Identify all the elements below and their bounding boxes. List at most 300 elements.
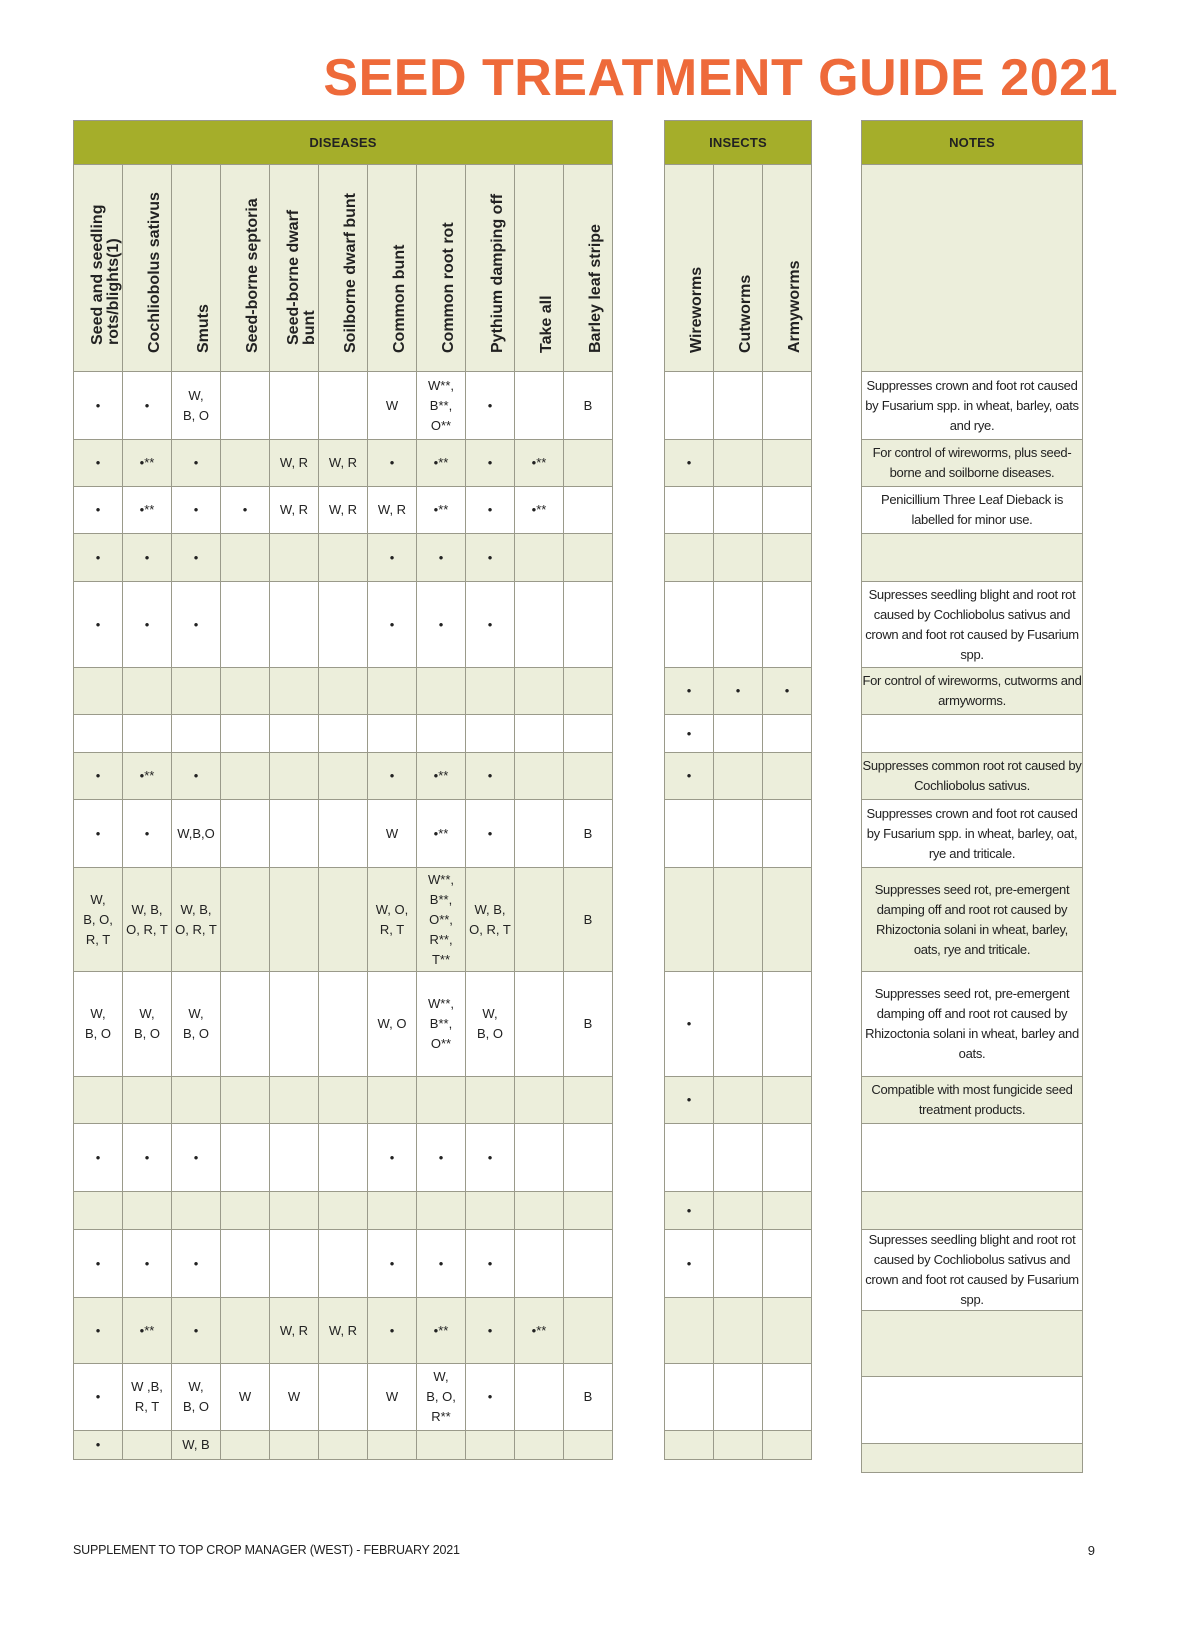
notes-row — [862, 534, 1083, 582]
disease-cell-seed-and-seedling-rots-blights-1: • — [74, 372, 123, 440]
disease-cell-soilborne-dwarf-bunt: W, R — [319, 440, 368, 487]
disease-cell-barley-leaf-stripe — [564, 534, 613, 582]
disease-cell-cochliobolus-sativus: •** — [123, 1298, 172, 1364]
disease-column-label: Common root rot — [440, 222, 457, 353]
disease-row — [74, 1124, 613, 1192]
note-text: Suppresses crown and foot rot caused by Fusarium spp. in wheat, barley, oat, rye and triticale. — [862, 800, 1083, 868]
note-text: Suppresses seed rot, pre-emergent damping off and root rot caused by Rhizoctonia solani in wheat, barley, oats, rye and triticale. — [862, 868, 1083, 972]
notes-row — [862, 1230, 1083, 1311]
disease-cell-seed-borne-septoria — [221, 753, 270, 800]
disease-row — [74, 582, 613, 668]
insect-row — [665, 972, 812, 1077]
notes-table — [861, 120, 1083, 1473]
insect-cell-cutworms — [714, 800, 763, 868]
disease-cell-barley-leaf-stripe: B — [564, 868, 613, 972]
disease-cell-pythium-damping-off: • — [466, 1124, 515, 1192]
disease-cell-seed-and-seedling-rots-blights-1: • — [74, 1230, 123, 1298]
disease-cell-common-bunt: W, O — [368, 972, 417, 1077]
disease-cell-cochliobolus-sativus: • — [123, 534, 172, 582]
disease-cell-pythium-damping-off: • — [466, 1298, 515, 1364]
disease-cell-barley-leaf-stripe — [564, 487, 613, 534]
disease-cell-take-all — [515, 1431, 564, 1460]
disease-cell-pythium-damping-off: • — [466, 440, 515, 487]
notes-panel — [861, 120, 1083, 1473]
disease-cell-smuts — [172, 668, 221, 715]
disease-cell-soilborne-dwarf-bunt — [319, 534, 368, 582]
disease-column-label: Take all — [538, 295, 555, 353]
disease-cell-seed-borne-septoria — [221, 534, 270, 582]
disease-cell-smuts: • — [172, 1298, 221, 1364]
disease-cell-smuts: • — [172, 440, 221, 487]
disease-cell-common-root-rot — [417, 715, 466, 753]
insect-cell-cutworms — [714, 440, 763, 487]
disease-cell-cochliobolus-sativus: •** — [123, 440, 172, 487]
disease-cell-seed-borne-dwarf-bunt — [270, 800, 319, 868]
insect-row — [665, 1230, 812, 1298]
disease-cell-smuts: • — [172, 534, 221, 582]
note-text: Suppresses common root rot caused by Cochliobolus sativus. — [862, 753, 1083, 800]
disease-cell-seed-and-seedling-rots-blights-1: • — [74, 1364, 123, 1431]
insect-row — [665, 372, 812, 440]
disease-cell-seed-borne-dwarf-bunt: W, R — [270, 487, 319, 534]
insects-table — [664, 120, 812, 1460]
disease-cell-cochliobolus-sativus: • — [123, 582, 172, 668]
disease-cell-seed-borne-dwarf-bunt — [270, 1124, 319, 1192]
disease-cell-seed-borne-dwarf-bunt — [270, 372, 319, 440]
disease-cell-seed-and-seedling-rots-blights-1 — [74, 668, 123, 715]
disease-row — [74, 1230, 613, 1298]
disease-cell-take-all — [515, 800, 564, 868]
disease-cell-cochliobolus-sativus: • — [123, 1230, 172, 1298]
disease-column-label: Smuts — [195, 304, 212, 353]
disease-cell-common-root-rot: • — [417, 1124, 466, 1192]
insect-cell-wireworms — [665, 534, 714, 582]
disease-cell-pythium-damping-off: • — [466, 1364, 515, 1431]
insect-column-header — [714, 165, 763, 372]
disease-cell-seed-borne-septoria: W — [221, 1364, 270, 1431]
disease-cell-seed-and-seedling-rots-blights-1: • — [74, 753, 123, 800]
insect-cell-wireworms: • — [665, 753, 714, 800]
insect-cell-wireworms — [665, 582, 714, 668]
disease-cell-smuts: W, B, O — [172, 972, 221, 1077]
insect-cell-cutworms — [714, 1298, 763, 1364]
notes-row — [862, 668, 1083, 715]
notes-row — [862, 1077, 1083, 1124]
insect-cell-cutworms — [714, 868, 763, 972]
disease-cell-take-all — [515, 372, 564, 440]
insect-cell-armyworms — [763, 372, 812, 440]
notes-row — [862, 1124, 1083, 1192]
insect-column-header — [763, 165, 812, 372]
disease-cell-seed-borne-septoria — [221, 868, 270, 972]
disease-cell-seed-borne-septoria — [221, 440, 270, 487]
insect-cell-wireworms — [665, 1364, 714, 1431]
disease-cell-common-bunt — [368, 715, 417, 753]
note-text: For control of wireworms, cutworms and armyworms. — [862, 668, 1083, 715]
disease-cell-smuts — [172, 715, 221, 753]
disease-column-label: Pythium damping off — [489, 193, 506, 353]
disease-column-label: Seed-borne dwarf bunt — [285, 209, 318, 345]
disease-column-header — [270, 165, 319, 372]
disease-row — [74, 440, 613, 487]
note-text: Compatible with most fungicide seed treatment products. — [862, 1077, 1083, 1124]
disease-cell-seed-borne-dwarf-bunt — [270, 715, 319, 753]
insect-cell-cutworms — [714, 372, 763, 440]
disease-cell-barley-leaf-stripe — [564, 582, 613, 668]
disease-column-label: Cochliobolus sativus — [146, 192, 163, 353]
insect-row — [665, 1124, 812, 1192]
disease-cell-soilborne-dwarf-bunt — [319, 1124, 368, 1192]
disease-cell-soilborne-dwarf-bunt — [319, 1431, 368, 1460]
disease-cell-common-bunt: • — [368, 534, 417, 582]
disease-cell-pythium-damping-off: • — [466, 582, 515, 668]
disease-cell-seed-borne-septoria — [221, 1230, 270, 1298]
disease-cell-soilborne-dwarf-bunt — [319, 582, 368, 668]
disease-cell-soilborne-dwarf-bunt — [319, 753, 368, 800]
disease-cell-common-root-rot: •** — [417, 1298, 466, 1364]
disease-row — [74, 868, 613, 972]
disease-cell-common-bunt: • — [368, 1298, 417, 1364]
notes-blank-header — [862, 165, 1083, 372]
disease-cell-take-all — [515, 715, 564, 753]
disease-column-label: Seed and seedling rots/blights(1) — [89, 204, 122, 345]
insect-row — [665, 868, 812, 972]
disease-cell-take-all — [515, 582, 564, 668]
note-text — [862, 1192, 1083, 1230]
disease-cell-common-root-rot: W**, B**, O** — [417, 972, 466, 1077]
insect-cell-armyworms — [763, 972, 812, 1077]
disease-cell-smuts: • — [172, 1124, 221, 1192]
insect-row — [665, 715, 812, 753]
note-text: Supresses seedling blight and root rot caused by Cochliobolus sativus and crown and foot rot caused by Fusarium spp. — [862, 1230, 1083, 1311]
disease-cell-pythium-damping-off: W, B, O, R, T — [466, 868, 515, 972]
disease-cell-barley-leaf-stripe: B — [564, 972, 613, 1077]
disease-cell-cochliobolus-sativus — [123, 668, 172, 715]
disease-cell-common-bunt: W — [368, 1364, 417, 1431]
disease-cell-seed-borne-septoria — [221, 1077, 270, 1124]
disease-cell-cochliobolus-sativus: • — [123, 800, 172, 868]
insect-column-header — [665, 165, 714, 372]
disease-cell-smuts: W,B,O — [172, 800, 221, 868]
disease-cell-common-root-rot: •** — [417, 440, 466, 487]
disease-cell-barley-leaf-stripe — [564, 668, 613, 715]
disease-cell-cochliobolus-sativus — [123, 1077, 172, 1124]
disease-cell-cochliobolus-sativus: W ,B, R, T — [123, 1364, 172, 1431]
notes-row — [862, 753, 1083, 800]
diseases-panel — [73, 120, 613, 1460]
insect-cell-wireworms: • — [665, 1192, 714, 1230]
insect-cell-armyworms — [763, 753, 812, 800]
disease-cell-seed-borne-septoria — [221, 1298, 270, 1364]
disease-cell-seed-and-seedling-rots-blights-1: W, B, O — [74, 972, 123, 1077]
disease-column-header — [319, 165, 368, 372]
disease-cell-take-all — [515, 753, 564, 800]
insect-cell-wireworms — [665, 372, 714, 440]
disease-column-header — [74, 165, 123, 372]
disease-cell-barley-leaf-stripe — [564, 715, 613, 753]
disease-cell-seed-and-seedling-rots-blights-1: W, B, O, R, T — [74, 868, 123, 972]
insects-panel — [664, 120, 812, 1460]
disease-cell-smuts: W, B, O — [172, 372, 221, 440]
disease-cell-pythium-damping-off — [466, 1431, 515, 1460]
disease-column-label: Seed-borne septoria — [244, 198, 261, 353]
disease-cell-cochliobolus-sativus: • — [123, 372, 172, 440]
insect-row — [665, 534, 812, 582]
disease-row — [74, 1364, 613, 1431]
insect-cell-armyworms — [763, 534, 812, 582]
insects-header: INSECTS — [665, 121, 812, 165]
disease-cell-common-root-rot: •** — [417, 487, 466, 534]
notes-row — [862, 582, 1083, 668]
disease-cell-pythium-damping-off — [466, 715, 515, 753]
disease-cell-common-bunt: • — [368, 1230, 417, 1298]
disease-cell-seed-and-seedling-rots-blights-1: • — [74, 1124, 123, 1192]
diseases-header: DISEASES — [74, 121, 613, 165]
disease-cell-seed-borne-septoria — [221, 582, 270, 668]
disease-cell-cochliobolus-sativus: •** — [123, 487, 172, 534]
insect-cell-armyworms — [763, 1298, 812, 1364]
insect-cell-cutworms — [714, 1230, 763, 1298]
insect-cell-wireworms: • — [665, 440, 714, 487]
disease-cell-common-bunt: • — [368, 440, 417, 487]
disease-cell-barley-leaf-stripe — [564, 1298, 613, 1364]
insect-cell-armyworms — [763, 868, 812, 972]
disease-cell-smuts: • — [172, 582, 221, 668]
disease-cell-soilborne-dwarf-bunt — [319, 1192, 368, 1230]
disease-column-header — [221, 165, 270, 372]
disease-cell-common-root-rot: W, B, O, R** — [417, 1364, 466, 1431]
disease-cell-barley-leaf-stripe: B — [564, 800, 613, 868]
disease-cell-seed-borne-septoria — [221, 1431, 270, 1460]
disease-column-label: Soilborne dwarf bunt — [342, 193, 359, 353]
disease-column-header — [466, 165, 515, 372]
disease-cell-smuts: W, B — [172, 1431, 221, 1460]
disease-cell-take-all — [515, 1230, 564, 1298]
disease-cell-barley-leaf-stripe — [564, 440, 613, 487]
insect-cell-armyworms — [763, 1077, 812, 1124]
insect-cell-wireworms — [665, 800, 714, 868]
insect-cell-wireworms: • — [665, 668, 714, 715]
disease-cell-seed-and-seedling-rots-blights-1 — [74, 715, 123, 753]
disease-cell-seed-borne-dwarf-bunt — [270, 1431, 319, 1460]
insect-cell-cutworms — [714, 972, 763, 1077]
disease-cell-take-all: •** — [515, 487, 564, 534]
disease-cell-pythium-damping-off: • — [466, 753, 515, 800]
disease-row — [74, 800, 613, 868]
disease-cell-seed-borne-dwarf-bunt — [270, 972, 319, 1077]
disease-cell-seed-borne-dwarf-bunt — [270, 534, 319, 582]
insect-column-label: Armyworms — [786, 260, 803, 353]
notes-row — [862, 1311, 1083, 1377]
disease-cell-smuts: • — [172, 1230, 221, 1298]
disease-column-header — [564, 165, 613, 372]
insect-cell-armyworms — [763, 487, 812, 534]
disease-row — [74, 1077, 613, 1124]
disease-cell-soilborne-dwarf-bunt — [319, 1364, 368, 1431]
disease-cell-common-root-rot: •** — [417, 753, 466, 800]
note-text — [862, 715, 1083, 753]
note-text — [862, 1377, 1083, 1444]
disease-cell-common-root-rot: •** — [417, 800, 466, 868]
disease-cell-common-bunt: W — [368, 372, 417, 440]
disease-cell-soilborne-dwarf-bunt — [319, 1230, 368, 1298]
disease-cell-barley-leaf-stripe — [564, 1192, 613, 1230]
insect-column-label: Wireworms — [688, 266, 705, 353]
insect-cell-wireworms: • — [665, 972, 714, 1077]
disease-cell-take-all — [515, 534, 564, 582]
insect-row — [665, 668, 812, 715]
note-text — [862, 1124, 1083, 1192]
insect-cell-armyworms — [763, 800, 812, 868]
disease-cell-smuts: W, B, O — [172, 1364, 221, 1431]
disease-cell-seed-borne-dwarf-bunt: W, R — [270, 440, 319, 487]
disease-row — [74, 972, 613, 1077]
disease-row — [74, 715, 613, 753]
notes-row — [862, 487, 1083, 534]
disease-cell-pythium-damping-off — [466, 1192, 515, 1230]
disease-cell-seed-borne-dwarf-bunt — [270, 582, 319, 668]
disease-cell-soilborne-dwarf-bunt — [319, 972, 368, 1077]
insect-cell-cutworms — [714, 487, 763, 534]
disease-column-header — [515, 165, 564, 372]
disease-cell-seed-borne-dwarf-bunt: W, R — [270, 1298, 319, 1364]
disease-cell-soilborne-dwarf-bunt — [319, 1077, 368, 1124]
disease-cell-take-all — [515, 868, 564, 972]
notes-row — [862, 372, 1083, 440]
insect-cell-armyworms — [763, 715, 812, 753]
disease-cell-seed-borne-septoria — [221, 972, 270, 1077]
notes-row — [862, 1444, 1083, 1473]
disease-cell-seed-borne-septoria — [221, 800, 270, 868]
insect-cell-cutworms — [714, 753, 763, 800]
disease-cell-cochliobolus-sativus: •** — [123, 753, 172, 800]
disease-cell-seed-borne-dwarf-bunt — [270, 1192, 319, 1230]
disease-cell-common-root-rot: • — [417, 1230, 466, 1298]
disease-column-header — [123, 165, 172, 372]
disease-cell-common-bunt: W, R — [368, 487, 417, 534]
disease-cell-seed-borne-septoria — [221, 372, 270, 440]
insect-cell-cutworms — [714, 1077, 763, 1124]
disease-cell-common-root-rot — [417, 668, 466, 715]
disease-cell-common-bunt: • — [368, 753, 417, 800]
disease-cell-barley-leaf-stripe: B — [564, 1364, 613, 1431]
disease-cell-seed-borne-dwarf-bunt: W — [270, 1364, 319, 1431]
note-text: Supresses seedling blight and root rot caused by Cochliobolus sativus and crown and foot rot caused by Fusarium spp. — [862, 582, 1083, 668]
notes-header: NOTES — [862, 121, 1083, 165]
disease-cell-seed-borne-septoria — [221, 715, 270, 753]
notes-row — [862, 1192, 1083, 1230]
disease-cell-soilborne-dwarf-bunt — [319, 800, 368, 868]
disease-cell-seed-borne-dwarf-bunt — [270, 668, 319, 715]
page-number: 9 — [1087, 1543, 1095, 1558]
disease-cell-common-root-rot — [417, 1192, 466, 1230]
disease-cell-take-all: •** — [515, 1298, 564, 1364]
diseases-table — [73, 120, 613, 1460]
disease-row — [74, 372, 613, 440]
disease-cell-take-all — [515, 1124, 564, 1192]
disease-cell-seed-borne-dwarf-bunt — [270, 1077, 319, 1124]
insect-cell-cutworms — [714, 1431, 763, 1460]
disease-column-header — [417, 165, 466, 372]
insect-cell-wireworms: • — [665, 1230, 714, 1298]
disease-cell-barley-leaf-stripe — [564, 1230, 613, 1298]
notes-row — [862, 972, 1083, 1077]
disease-cell-common-bunt: W, O, R, T — [368, 868, 417, 972]
disease-cell-seed-borne-septoria: • — [221, 487, 270, 534]
notes-row — [862, 868, 1083, 972]
disease-row — [74, 487, 613, 534]
disease-column-label: Barley leaf stripe — [587, 224, 604, 353]
disease-cell-common-root-rot: • — [417, 582, 466, 668]
disease-cell-pythium-damping-off: • — [466, 1230, 515, 1298]
disease-cell-take-all — [515, 1364, 564, 1431]
disease-cell-common-root-rot: W**, B**, O**, R**, T** — [417, 868, 466, 972]
disease-cell-cochliobolus-sativus — [123, 715, 172, 753]
disease-cell-cochliobolus-sativus — [123, 1431, 172, 1460]
disease-cell-pythium-damping-off — [466, 668, 515, 715]
disease-cell-smuts — [172, 1192, 221, 1230]
disease-cell-common-bunt: • — [368, 582, 417, 668]
disease-row — [74, 1298, 613, 1364]
disease-cell-cochliobolus-sativus: W, B, O, R, T — [123, 868, 172, 972]
note-text: For control of wireworms, plus seed-borne and soilborne diseases. — [862, 440, 1083, 487]
insect-cell-cutworms — [714, 715, 763, 753]
disease-cell-common-root-rot — [417, 1077, 466, 1124]
insect-cell-cutworms — [714, 1192, 763, 1230]
disease-cell-take-all — [515, 668, 564, 715]
disease-cell-take-all — [515, 1192, 564, 1230]
disease-row — [74, 534, 613, 582]
insect-cell-cutworms — [714, 582, 763, 668]
disease-row — [74, 1431, 613, 1460]
disease-cell-pythium-damping-off: W, B, O — [466, 972, 515, 1077]
insect-cell-cutworms — [714, 1124, 763, 1192]
disease-column-header — [172, 165, 221, 372]
disease-cell-seed-and-seedling-rots-blights-1: • — [74, 1298, 123, 1364]
insect-cell-armyworms — [763, 1124, 812, 1192]
notes-row — [862, 800, 1083, 868]
disease-cell-smuts: • — [172, 753, 221, 800]
disease-cell-pythium-damping-off — [466, 1077, 515, 1124]
disease-cell-take-all: •** — [515, 440, 564, 487]
disease-cell-common-bunt — [368, 1431, 417, 1460]
disease-cell-barley-leaf-stripe — [564, 753, 613, 800]
note-text: Suppresses crown and foot rot caused by Fusarium spp. in wheat, barley, oats and rye. — [862, 372, 1083, 440]
disease-cell-pythium-damping-off: • — [466, 487, 515, 534]
insect-row — [665, 582, 812, 668]
notes-row — [862, 715, 1083, 753]
disease-cell-seed-and-seedling-rots-blights-1 — [74, 1077, 123, 1124]
insect-cell-cutworms: • — [714, 668, 763, 715]
footer-publication: SUPPLEMENT TO TOP CROP MANAGER (WEST) - FEBRUARY 2021 — [73, 1543, 460, 1557]
insect-cell-armyworms — [763, 1364, 812, 1431]
disease-cell-soilborne-dwarf-bunt: W, R — [319, 1298, 368, 1364]
insect-row — [665, 1298, 812, 1364]
disease-cell-common-bunt — [368, 668, 417, 715]
disease-cell-seed-and-seedling-rots-blights-1: • — [74, 1431, 123, 1460]
disease-cell-seed-and-seedling-rots-blights-1 — [74, 1192, 123, 1230]
disease-cell-barley-leaf-stripe — [564, 1077, 613, 1124]
disease-cell-pythium-damping-off: • — [466, 534, 515, 582]
insect-row — [665, 1077, 812, 1124]
insect-cell-cutworms — [714, 534, 763, 582]
disease-column-header — [368, 165, 417, 372]
insect-cell-wireworms — [665, 868, 714, 972]
insect-column-label: Cutworms — [737, 274, 754, 353]
disease-cell-seed-borne-septoria — [221, 1124, 270, 1192]
insect-cell-cutworms — [714, 1364, 763, 1431]
disease-cell-seed-and-seedling-rots-blights-1: • — [74, 440, 123, 487]
